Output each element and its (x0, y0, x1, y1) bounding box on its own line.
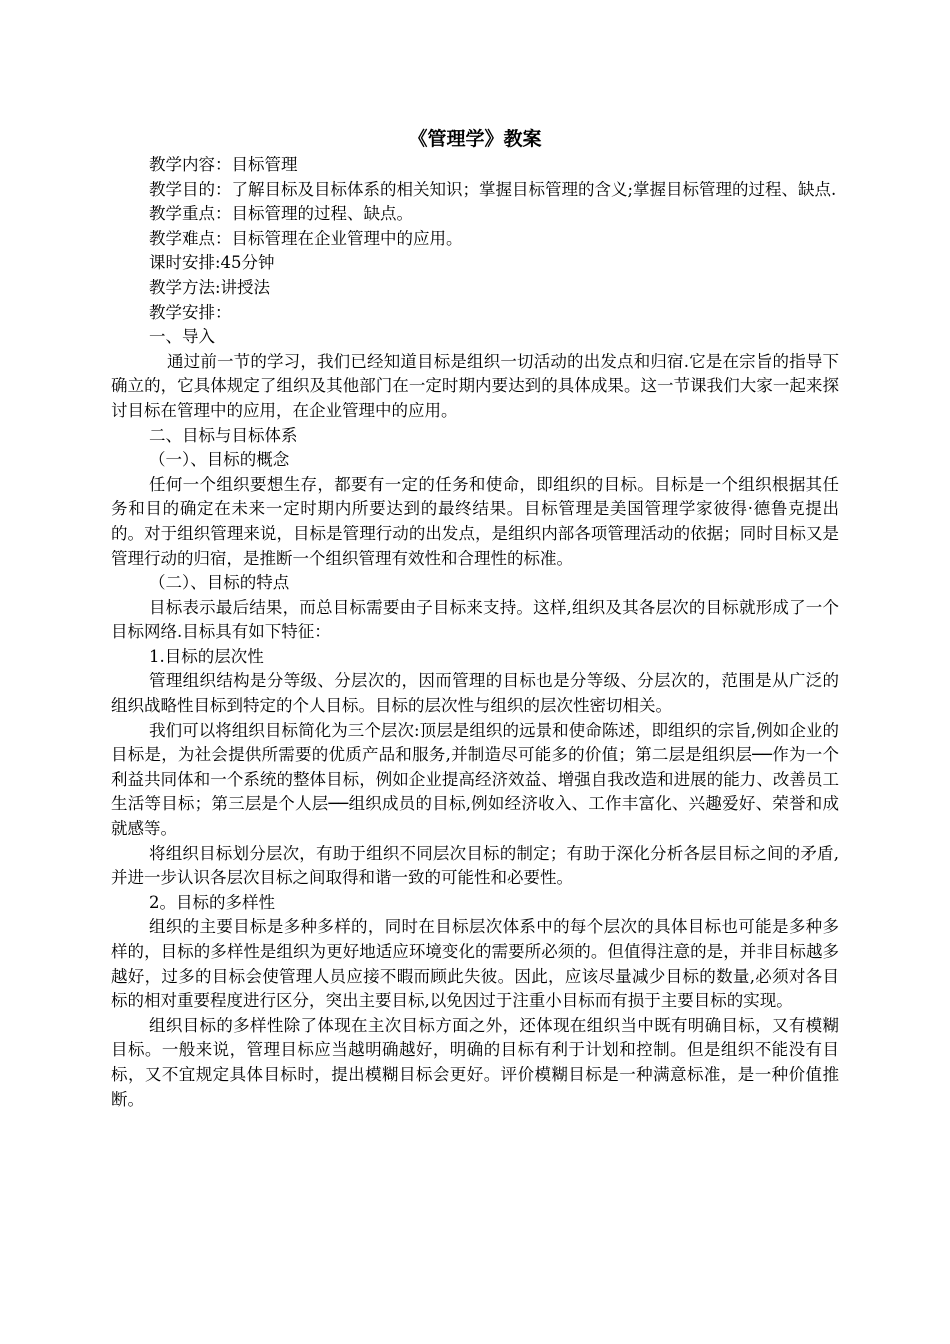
paragraph-schedule: 课时安排:45分钟 (149, 253, 275, 273)
paragraph-level-division: 将组织目标划分层次，有助于组织不同层次目标的制定；有助于深化分析各层目标之间的矛盾,并进一步认识各层次目标之间取得和谐一致的可能性和必要性。 (111, 843, 839, 888)
paragraph-fuzzy-goals: 组织目标的多样性除了体现在主次目标方面之外，还体现在组织当中既有明确目标，又有模糊目标。一般来说，管理目标应当越明确越好，明确的目标有利于计划和控制。但是组织不能没有目标，又不宜规定具体目标时，提出模糊目标会更好。评价模糊目标是一种满意标准，是一种价值推断。 (111, 1015, 839, 1109)
subsection-heading-concept: （一）、目标的概念 (149, 450, 290, 470)
section-heading-intro: 一、导入 (149, 327, 215, 347)
section-heading-objectives: 二、目标与目标体系 (149, 425, 298, 445)
paragraph-concept: 任何一个组织要想生存，都要有一定的任务和使命，即组织的目标。目标是一个组织根据其任务和目的确定在未来一定时期内所要达到的最终结果。目标管理是美国管理学家彼得·德鲁克提出的。对于组织管理来说，目标是管理行动的出发点，是组织内部各项管理活动的依据；同时目标又是管理行动的归宿，是推断一个组织管理有效性和合理性的标准。 (111, 474, 839, 568)
paragraph-teaching-purpose: 教学目的：了解目标及目标体系的相关知识；掌握目标管理的含义;掌握目标管理的过程、缺点. (149, 179, 837, 199)
paragraph-intro: 通过前一节的学习，我们已经知道目标是组织一切活动的出发点和归宿.它是在宗旨的指导下确立的，它具体规定了组织及其他部门在一定时期内要达到的具体成果。这一节课我们大家一起来探讨目标在管理中的应用，在企业管理中的应用。 (111, 351, 839, 420)
paragraph-hierarchy: 管理组织结构是分等级、分层次的，因而管理的目标也是分等级、分层次的，范围是从广泛的组织战略性目标到特定的个人目标。目标的层次性与组织的层次性密切相关。 (111, 671, 839, 716)
item-heading-hierarchy: 1.目标的层次性 (149, 646, 264, 666)
subsection-heading-features: （二）、目标的特点 (149, 573, 290, 593)
paragraph-difficulties: 教学难点：目标管理在企业管理中的应用。 (149, 228, 463, 248)
item-heading-diversity: 2。目标的多样性 (149, 892, 275, 912)
paragraph-diversity: 组织的主要目标是多种多样的，同时在目标层次体系中的每个层次的具体目标也可能是多种多样的，目标的多样性是组织为更好地适应环境变化的需要所必须的。但值得注意的是，并非目标越多越好，过多的目标会使管理人员应接不暇而顾此失彼。因此，应该尽量减少目标的数量,必须对各目标的相对重要程度进行区分，突出主要目标,以免因过于注重小目标而有损于主要目标的实现。 (111, 917, 839, 1011)
document-page (111, 125, 839, 1112)
paragraph-arrangement: 教学安排： (149, 302, 232, 322)
paragraph-three-levels: 我们可以将组织目标简化为三个层次:顶层是组织的远景和使命陈述，即组织的宗旨,例如企业的目标是，为社会提供所需要的优质产品和服务,并制造尽可能多的价值；第二层是组织层──作为一个利益共同体和一个系统的整体目标，例如企业提高经济效益、增强自我改造和进展的能力、改善员工生活等目标；第三层是个人层──组织成员的目标,例如经济收入、工作丰富化、兴趣爱好、荣誉和成就感等。 (111, 720, 839, 839)
paragraph-method: 教学方法:讲授法 (149, 277, 271, 297)
paragraph-teaching-content: 教学内容：目标管理 (149, 155, 298, 174)
paragraph-key-points: 教学重点：目标管理的过程、缺点。 (149, 204, 413, 224)
document-title: 《管理学》教案 (408, 128, 542, 150)
paragraph-features: 目标表示最后结果，而总目标需要由子目标来支持。这样,组织及其各层次的目标就形成了一个目标网络.目标具有如下特征： (111, 597, 839, 642)
